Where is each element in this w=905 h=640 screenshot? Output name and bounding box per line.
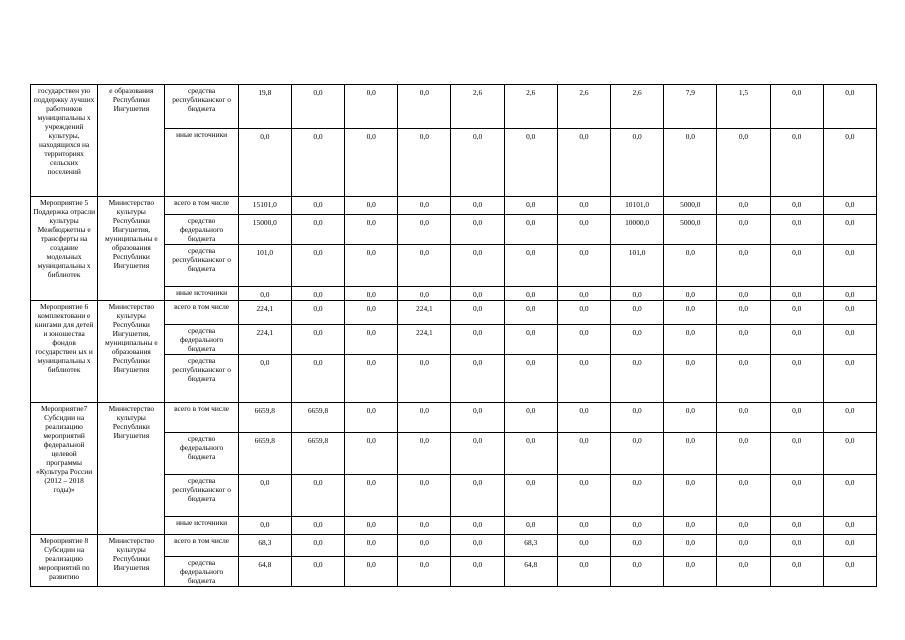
amount-cell: 1,5 [717,85,770,129]
amount-cell: 0,0 [823,287,876,301]
amount-cell: 0,0 [345,557,398,587]
amount-cell: 0,0 [611,325,664,355]
amount-cell: 6659,8 [238,433,291,475]
amount-cell: 0,0 [345,433,398,475]
amount-cell: 0,0 [557,355,610,403]
amount-cell: 0,0 [611,129,664,197]
amount-cell: 19,8 [238,85,291,129]
amount-cell: 2,6 [451,85,504,129]
amount-cell: 0,0 [398,433,451,475]
amount-cell: 0,0 [504,355,557,403]
amount-cell: 0,0 [823,215,876,245]
responsible-executor-cell: Министерство культуры Республики Ингушетия, муниципальны е образования Республики Ингушетия [98,301,165,403]
funding-source-cell: средство федерального бюджета [165,433,238,475]
funding-source-cell: иные источники [165,517,238,535]
amount-cell: 0,0 [557,517,610,535]
amount-cell: 0,0 [770,245,823,287]
amount-cell: 6659,8 [291,403,344,433]
amount-cell: 0,0 [770,403,823,433]
amount-cell: 0,0 [770,129,823,197]
amount-cell: 15101,0 [238,197,291,215]
amount-cell: 0,0 [611,287,664,301]
amount-cell: 0,0 [291,245,344,287]
responsible-executor-cell: Министерство культуры Республики Ингушетия [98,403,165,535]
amount-cell: 0,0 [664,245,717,287]
amount-cell: 0,0 [345,475,398,517]
amount-cell: 0,0 [717,325,770,355]
amount-cell: 0,0 [345,129,398,197]
amount-cell: 0,0 [291,197,344,215]
amount-cell: 0,0 [611,535,664,557]
amount-cell: 0,0 [770,475,823,517]
amount-cell: 0,0 [823,557,876,587]
amount-cell: 0,0 [504,301,557,325]
amount-cell: 0,0 [291,325,344,355]
amount-cell: 0,0 [557,287,610,301]
amount-cell: 6659,8 [291,433,344,475]
funding-source-cell: иные источники [165,129,238,197]
amount-cell: 0,0 [345,245,398,287]
amount-cell: 0,0 [557,475,610,517]
budget-table-page [30,84,877,587]
amount-cell: 0,0 [398,557,451,587]
amount-cell: 0,0 [664,517,717,535]
amount-cell: 0,0 [398,535,451,557]
amount-cell: 2,6 [504,85,557,129]
amount-cell: 0,0 [717,535,770,557]
amount-cell: 0,0 [557,403,610,433]
funding-source-cell: иные источники [165,287,238,301]
event-name-cell: государствен ую поддержку лучших работников муниципальны х учреждений культуры, находящихся на территориях сельских поселений [31,85,98,197]
amount-cell: 0,0 [664,301,717,325]
amount-cell: 0,0 [664,403,717,433]
amount-cell: 0,0 [291,287,344,301]
amount-cell: 0,0 [398,85,451,129]
funding-source-cell: всего в том числе [165,301,238,325]
amount-cell: 0,0 [717,129,770,197]
amount-cell: 0,0 [451,215,504,245]
amount-cell: 0,0 [823,325,876,355]
amount-cell: 0,0 [770,355,823,403]
amount-cell: 6659,8 [238,403,291,433]
funding-source-cell: всего в том числе [165,403,238,433]
amount-cell: 64,8 [504,557,557,587]
amount-cell: 0,0 [611,355,664,403]
amount-cell: 0,0 [823,301,876,325]
amount-cell: 0,0 [504,129,557,197]
amount-cell: 0,0 [345,287,398,301]
amount-cell: 101,0 [238,245,291,287]
amount-cell: 0,0 [291,85,344,129]
amount-cell: 0,0 [398,129,451,197]
amount-cell: 0,0 [770,85,823,129]
amount-cell: 0,0 [611,475,664,517]
amount-cell: 0,0 [238,475,291,517]
amount-cell: 0,0 [504,215,557,245]
amount-cell: 0,0 [664,433,717,475]
amount-cell: 0,0 [504,517,557,535]
amount-cell: 0,0 [451,475,504,517]
amount-cell: 0,0 [611,403,664,433]
amount-cell: 0,0 [611,433,664,475]
amount-cell: 0,0 [451,197,504,215]
amount-cell: 0,0 [291,355,344,403]
funding-source-cell: средства республиканског о бюджета [165,245,238,287]
amount-cell: 0,0 [398,403,451,433]
table-row [31,197,877,215]
amount-cell: 0,0 [717,403,770,433]
amount-cell: 0,0 [717,287,770,301]
amount-cell: 7,9 [664,85,717,129]
amount-cell: 0,0 [238,287,291,301]
amount-cell: 0,0 [717,433,770,475]
funding-source-cell: всего в том числе [165,197,238,215]
amount-cell: 0,0 [770,517,823,535]
amount-cell: 0,0 [504,287,557,301]
amount-cell: 0,0 [823,403,876,433]
amount-cell: 0,0 [823,475,876,517]
table-row [31,535,877,557]
amount-cell: 0,0 [717,517,770,535]
funding-source-cell: средства республиканског о бюджета [165,475,238,517]
amount-cell: 68,3 [238,535,291,557]
funding-source-cell: средство федерального бюджета [165,215,238,245]
amount-cell: 0,0 [823,245,876,287]
amount-cell: 64,8 [238,557,291,587]
amount-cell: 0,0 [504,197,557,215]
amount-cell: 0,0 [717,245,770,287]
amount-cell: 0,0 [451,355,504,403]
amount-cell: 0,0 [717,301,770,325]
amount-cell: 0,0 [664,475,717,517]
amount-cell: 0,0 [345,215,398,245]
amount-cell: 0,0 [345,197,398,215]
amount-cell: 0,0 [823,535,876,557]
amount-cell: 224,1 [238,325,291,355]
amount-cell: 0,0 [770,197,823,215]
amount-cell: 0,0 [291,557,344,587]
amount-cell: 0,0 [291,129,344,197]
amount-cell: 224,1 [398,301,451,325]
amount-cell: 0,0 [664,129,717,197]
amount-cell: 0,0 [557,215,610,245]
amount-cell: 68,3 [504,535,557,557]
amount-cell: 0,0 [238,355,291,403]
budget-table [30,84,877,587]
amount-cell: 0,0 [611,557,664,587]
amount-cell: 0,0 [717,475,770,517]
amount-cell: 0,0 [770,535,823,557]
amount-cell: 0,0 [398,215,451,245]
amount-cell: 0,0 [823,129,876,197]
amount-cell: 0,0 [451,517,504,535]
amount-cell: 0,0 [451,129,504,197]
amount-cell: 0,0 [345,517,398,535]
amount-cell: 0,0 [291,215,344,245]
amount-cell: 0,0 [345,403,398,433]
amount-cell: 0,0 [717,215,770,245]
amount-cell: 0,0 [451,433,504,475]
amount-cell: 0,0 [398,517,451,535]
amount-cell: 0,0 [557,557,610,587]
amount-cell: 0,0 [717,557,770,587]
amount-cell: 0,0 [770,301,823,325]
amount-cell: 0,0 [504,403,557,433]
amount-cell: 0,0 [451,557,504,587]
responsible-executor-cell: Министерство культуры Республики Ингушетия, муниципальны е образования Республики Ингушетия [98,197,165,301]
event-name-cell: Мероприятие7 Субсидии на реализацию мероприятий федеральной целевой программы «Культура России (2012 – 2018 годы)» [31,403,98,535]
funding-source-cell: средства федерального бюджета [165,557,238,587]
amount-cell: 0,0 [345,301,398,325]
amount-cell: 10101,0 [611,197,664,215]
amount-cell: 0,0 [664,355,717,403]
amount-cell: 0,0 [557,129,610,197]
amount-cell: 0,0 [823,517,876,535]
amount-cell: 2,6 [557,85,610,129]
amount-cell: 0,0 [345,355,398,403]
amount-cell: 10000,0 [611,215,664,245]
amount-cell: 0,0 [611,517,664,535]
responsible-executor-cell: Министерство культуры Республики Ингушетия [98,535,165,587]
amount-cell: 0,0 [291,301,344,325]
funding-source-cell: всего в том числе [165,535,238,557]
funding-source-cell: средства республиканског о бюджета [165,85,238,129]
amount-cell: 0,0 [770,325,823,355]
event-name-cell: Мероприятие 6 комплектовани е книгами для детей и юношества фондов государствен ых и муниципальны х библиотек [31,301,98,403]
funding-source-cell: средства федерального бюджета [165,325,238,355]
funding-source-cell: средства республиканског о бюджета [165,355,238,403]
amount-cell: 0,0 [770,215,823,245]
amount-cell: 0,0 [664,325,717,355]
amount-cell: 0,0 [770,557,823,587]
table-row [31,85,877,129]
amount-cell: 0,0 [398,245,451,287]
amount-cell: 0,0 [557,433,610,475]
amount-cell: 0,0 [717,355,770,403]
amount-cell: 15000,0 [238,215,291,245]
amount-cell: 224,1 [398,325,451,355]
amount-cell: 0,0 [451,301,504,325]
amount-cell: 2,6 [611,85,664,129]
amount-cell: 0,0 [451,403,504,433]
amount-cell: 0,0 [557,301,610,325]
amount-cell: 0,0 [504,245,557,287]
amount-cell: 0,0 [398,475,451,517]
amount-cell: 0,0 [451,245,504,287]
amount-cell: 0,0 [823,85,876,129]
amount-cell: 0,0 [557,535,610,557]
amount-cell: 0,0 [451,325,504,355]
amount-cell: 0,0 [345,535,398,557]
amount-cell: 5000,0 [664,215,717,245]
amount-cell: 0,0 [664,557,717,587]
amount-cell: 5000,0 [664,197,717,215]
table-row [31,301,877,325]
amount-cell: 0,0 [504,433,557,475]
event-name-cell: Мероприятие 5 Поддержка отрасли культуры Межбюджетны е трансферты на создание модельных муниципальны х библиотек [31,197,98,301]
amount-cell: 0,0 [238,129,291,197]
amount-cell: 0,0 [557,325,610,355]
amount-cell: 0,0 [451,287,504,301]
amount-cell: 0,0 [664,535,717,557]
responsible-executor-cell: е образования Республики Ингушетия [98,85,165,197]
amount-cell: 0,0 [770,433,823,475]
amount-cell: 0,0 [664,287,717,301]
table-row [31,403,877,433]
amount-cell: 0,0 [823,197,876,215]
amount-cell: 0,0 [504,325,557,355]
amount-cell: 224,1 [238,301,291,325]
amount-cell: 0,0 [398,355,451,403]
amount-cell: 0,0 [291,535,344,557]
amount-cell: 0,0 [557,197,610,215]
amount-cell: 0,0 [823,355,876,403]
amount-cell: 0,0 [504,475,557,517]
amount-cell: 0,0 [398,197,451,215]
amount-cell: 0,0 [770,287,823,301]
amount-cell: 0,0 [611,301,664,325]
amount-cell: 0,0 [238,517,291,535]
amount-cell: 0,0 [345,85,398,129]
event-name-cell: Мероприятие 8 Субсидии на реализацию мероприятий по развитию [31,535,98,587]
amount-cell: 101,0 [611,245,664,287]
amount-cell: 0,0 [557,245,610,287]
amount-cell: 0,0 [291,475,344,517]
amount-cell: 0,0 [451,535,504,557]
amount-cell: 0,0 [717,197,770,215]
amount-cell: 0,0 [823,433,876,475]
amount-cell: 0,0 [398,287,451,301]
amount-cell: 0,0 [345,325,398,355]
amount-cell: 0,0 [291,517,344,535]
